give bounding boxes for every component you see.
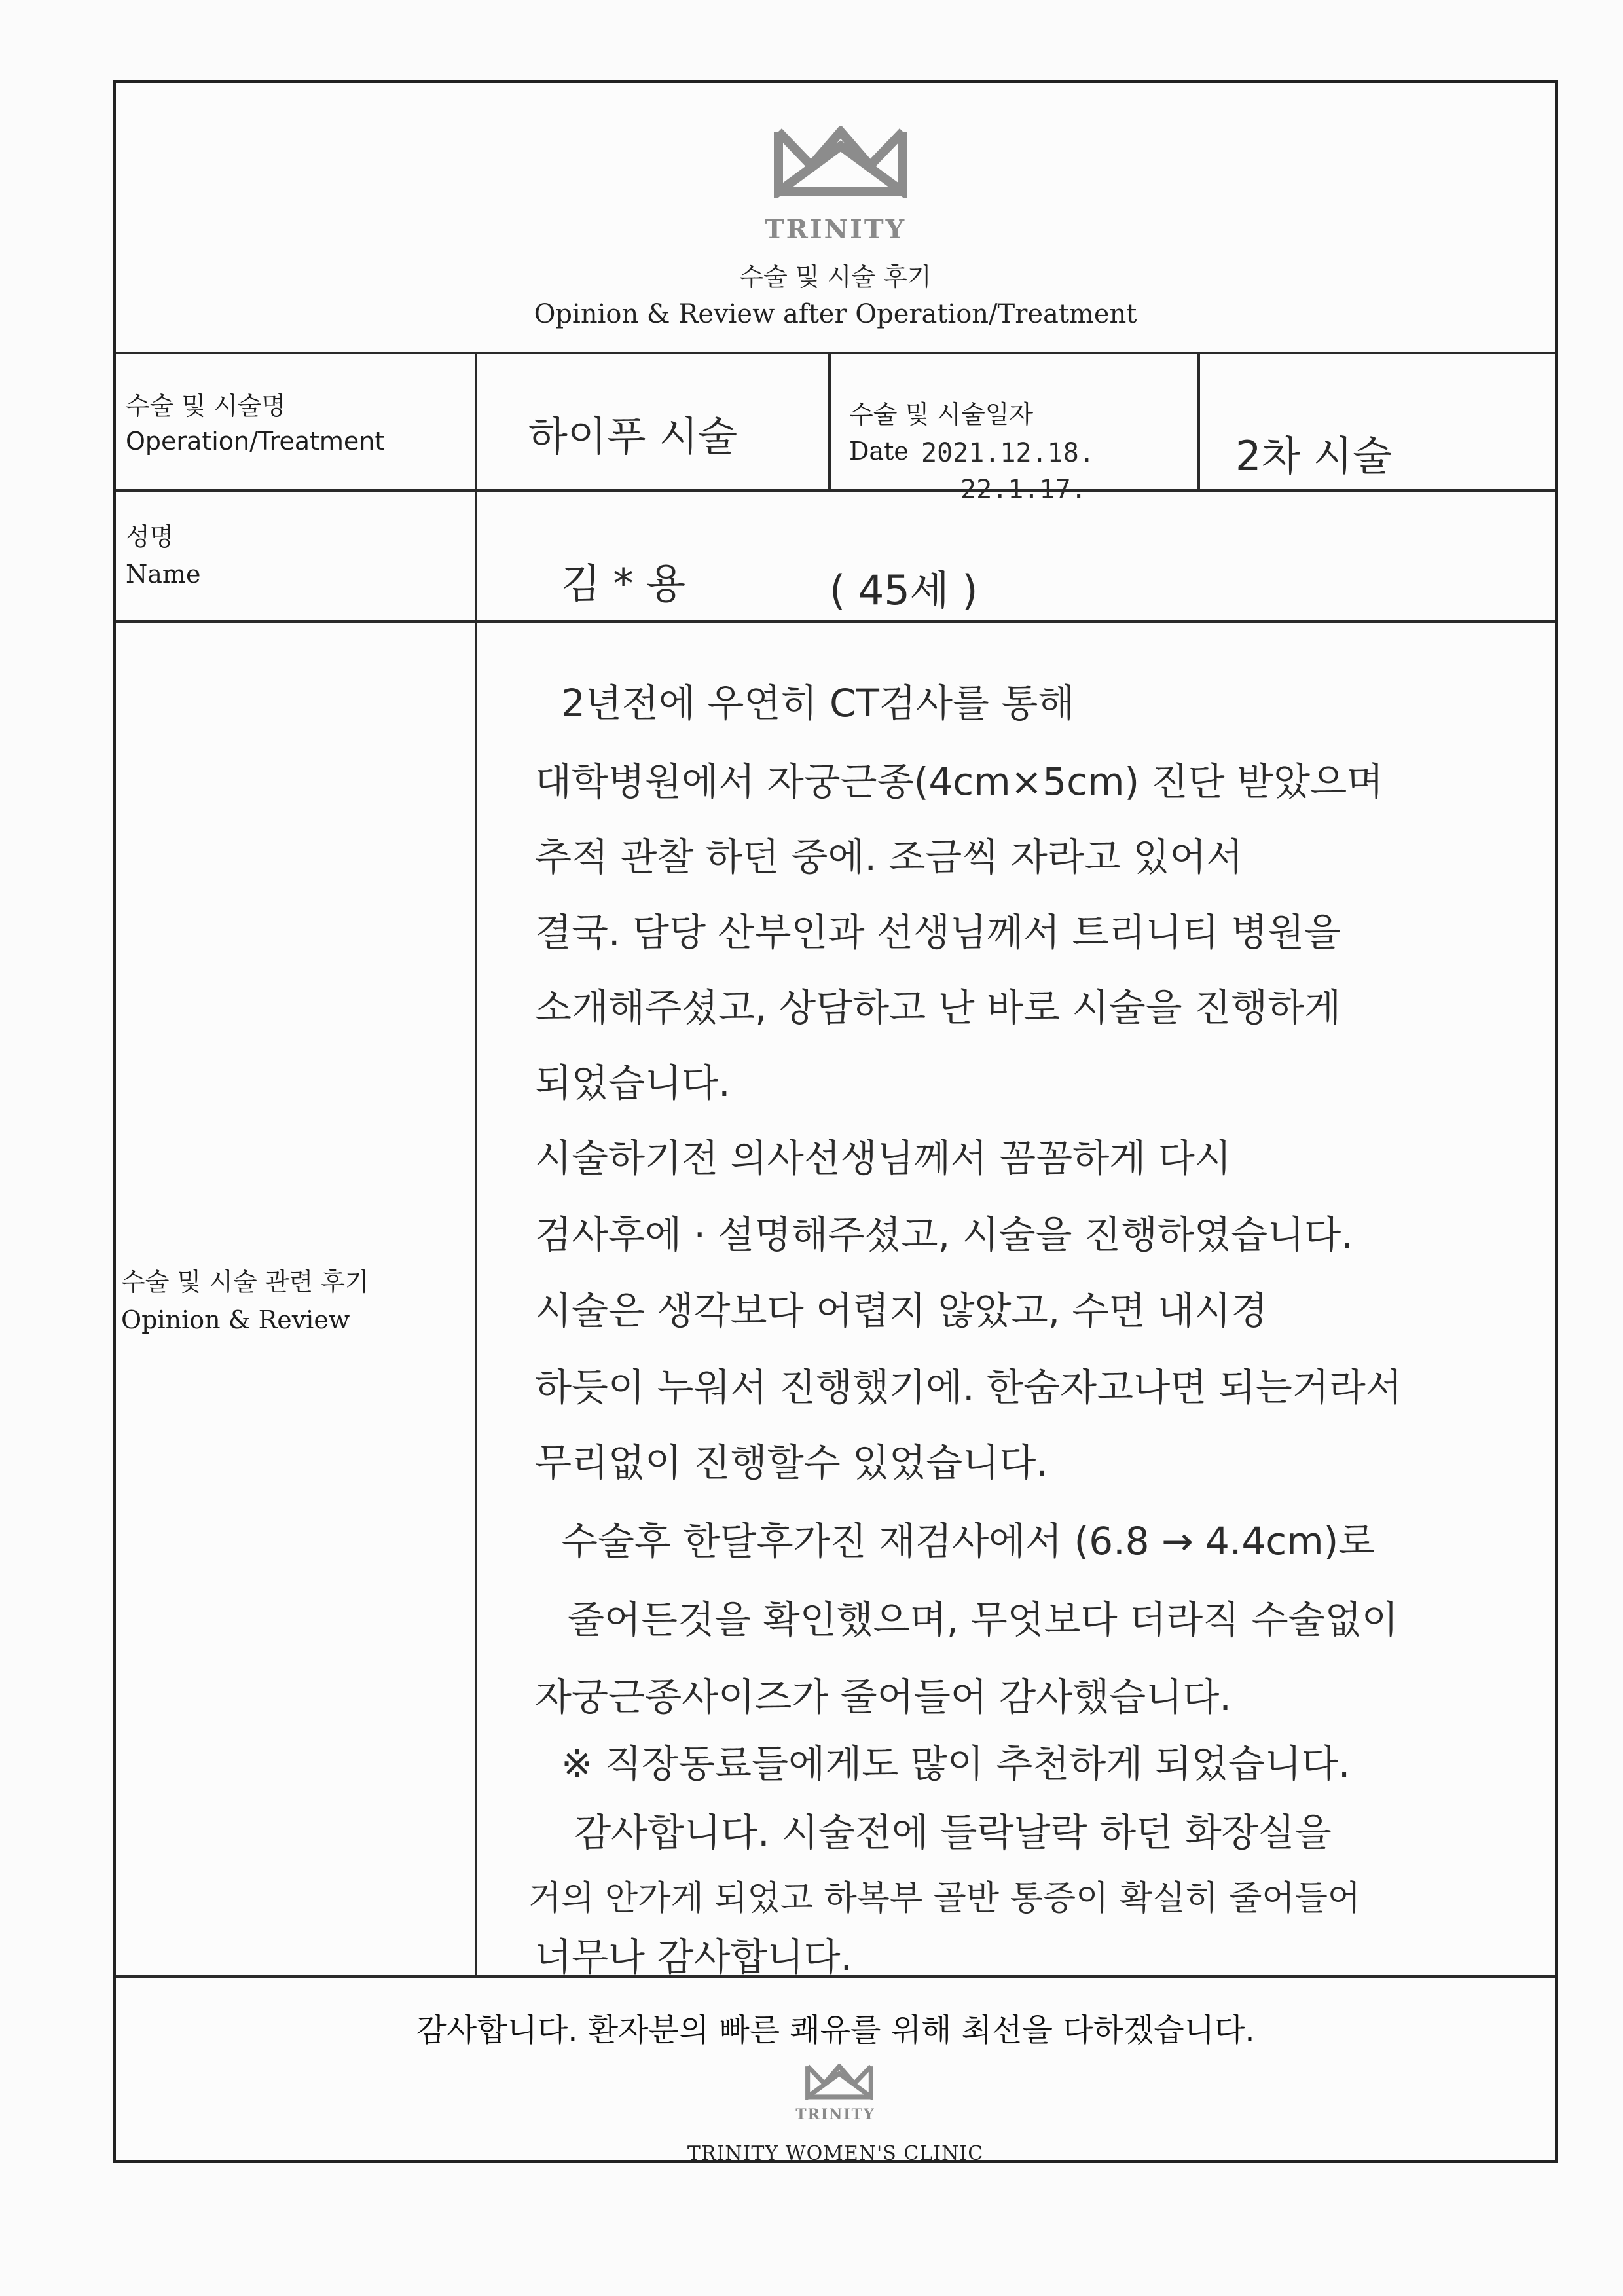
form-title-english: Opinion & Review after Operation/Treatment: [534, 299, 1137, 329]
review-line: 수술후 한달후가진 재검사에서 (6.8 → 4.4cm)로: [561, 1519, 1376, 1563]
name-label-korean: 성명: [126, 522, 174, 551]
review-line: 2년전에 우연히 CT검사를 통해: [561, 681, 1075, 725]
review-line: 무리없이 진행할수 있었습니다.: [535, 1440, 1048, 1485]
rule-date-left: [828, 352, 831, 490]
rule-top: [116, 352, 1555, 354]
session-value: 2차 시술: [1235, 432, 1392, 480]
form-header: [116, 83, 1555, 352]
review-line: 되었습니다.: [535, 1061, 731, 1105]
brand-name: TRINITY: [764, 214, 907, 245]
review-line: 소개해주셨고, 상담하고 난 바로 시술을 진행하게: [535, 985, 1341, 1030]
review-line: 너무나 감사합니다.: [535, 1935, 853, 1979]
rule-row1: [116, 489, 1555, 492]
review-line: ※ 직장동료들에게도 많이 추천하게 되었습니다.: [561, 1741, 1351, 1786]
review-line: 자궁근종사이즈가 줄어들어 감사했습니다.: [535, 1675, 1231, 1719]
review-line: 하듯이 누워서 진행했기에. 한숨자고나면 되는거라서: [535, 1365, 1402, 1410]
review-line: 시술하기전 의사선생님께서 꼼꼼하게 다시: [535, 1136, 1231, 1180]
form-title-korean: 수술 및 시술 후기: [739, 263, 932, 291]
date-value-first: 2021.12.18.: [921, 438, 1095, 468]
crown-logo-small-icon: [803, 2064, 875, 2100]
footer-clinic-name: TRINITY WOMEN'S CLINIC: [687, 2142, 984, 2165]
date-value-second: 22.1.17.: [960, 475, 1087, 505]
crown-logo-icon: [772, 126, 909, 198]
review-line: 시술은 생각보다 어렵지 않았고, 수면 내시경: [535, 1288, 1268, 1333]
review-label-korean: 수술 및 시술 관련 후기: [121, 1267, 369, 1296]
review-line: 결국. 담당 산부인과 선생님께서 트리니티 병원을: [535, 910, 1341, 955]
operation-value: 하이푸 시술: [528, 412, 738, 460]
review-line: 줄어든것을 확인했으며, 무엇보다 더라직 수술없이: [568, 1597, 1398, 1642]
age-value: ( 45세 ): [830, 566, 978, 614]
footer-message: 감사합니다. 환자분의 빠른 쾌유를 위해 최선을 다하겠습니다.: [416, 2012, 1255, 2049]
rule-row2: [116, 620, 1555, 623]
footer-brand: TRINITY: [795, 2106, 875, 2123]
review-form: [113, 80, 1558, 2163]
operation-label-korean: 수술 및 시술명: [126, 392, 286, 420]
review-label-english: Opinion & Review: [121, 1305, 350, 1334]
review-line: 추적 관찰 하던 중에. 조금씩 자라고 있어서: [535, 835, 1243, 879]
rule-date-right: [1197, 352, 1200, 490]
operation-label-english: Operation/Treatment: [126, 427, 385, 456]
rule-label-column: [475, 352, 477, 1977]
review-line: 대학병원에서 자궁근종(4cm×5cm) 진단 받았으며: [535, 759, 1384, 804]
name-label-english: Name: [126, 560, 201, 589]
review-line: 검사후에 · 설명해주셨고, 시술을 진행하였습니다.: [535, 1212, 1353, 1257]
name-value: 김 * 용: [561, 560, 686, 608]
date-label-korean: 수술 및 시술일자: [849, 400, 1034, 429]
review-line: 감사합니다. 시술전에 들락날락 하던 화장실을: [574, 1810, 1332, 1855]
date-label-english: Date: [849, 437, 909, 465]
review-line: 거의 안가게 되었고 하복부 골반 통증이 확실히 줄어들어: [528, 1879, 1361, 1918]
